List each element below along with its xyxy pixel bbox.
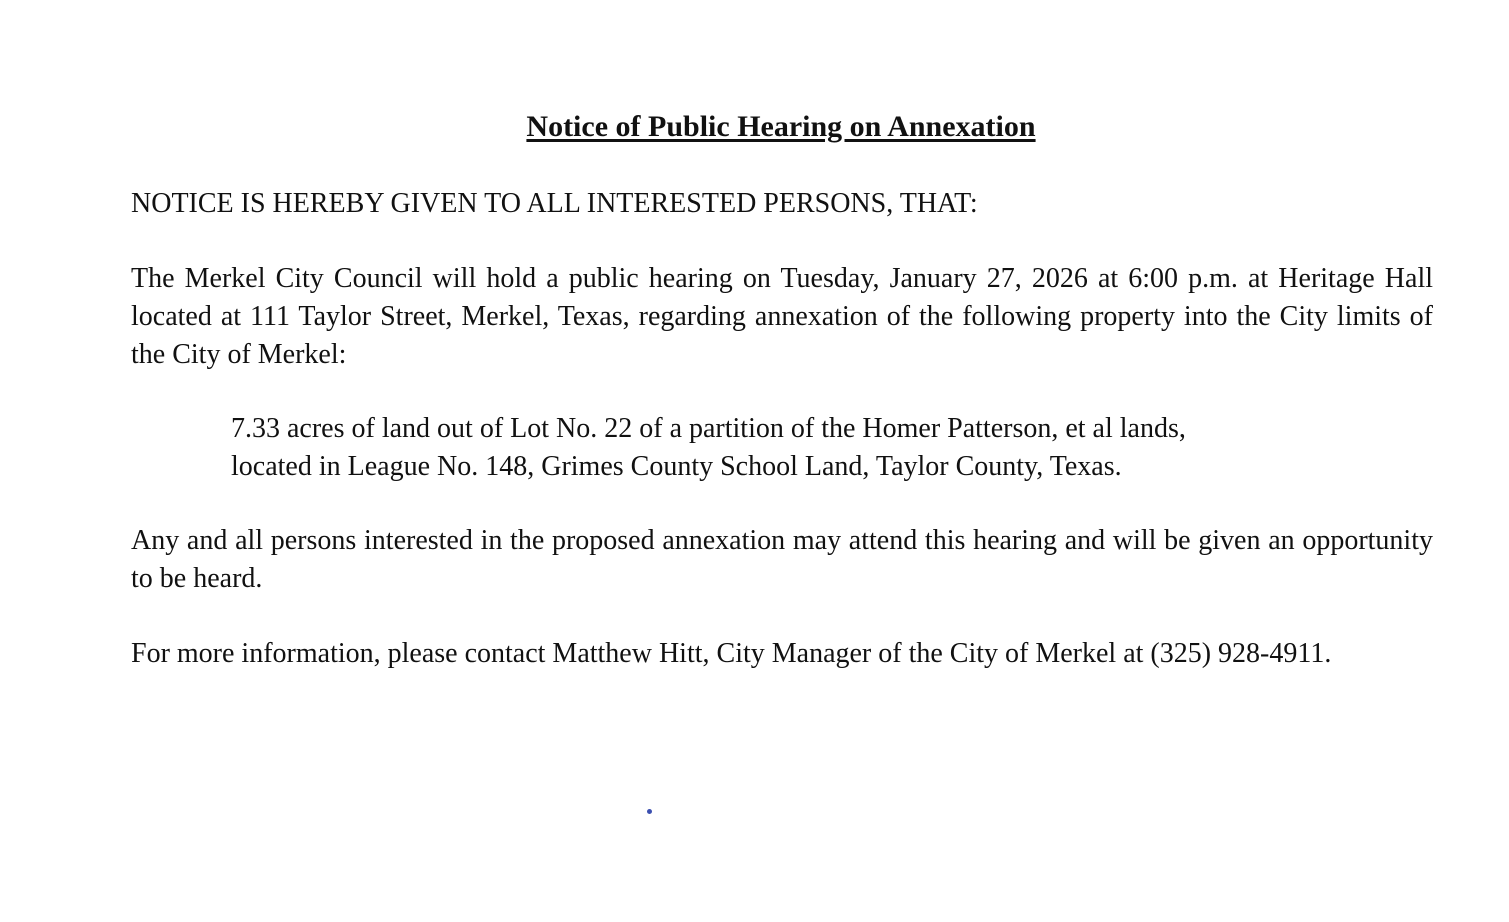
notice-title: Notice of Public Hearing on Annexation (526, 110, 1036, 143)
stray-dot-mark (647, 809, 652, 814)
property-description (231, 410, 1381, 486)
attendance-paragraph: Any and all persons interested in the proposed annexation may attend this hearing and will be given an opportunity to be heard. (131, 525, 1433, 594)
property-description-line-1: 7.33 acres of land out of Lot No. 22 of a partition of the Homer Patterson, et al lands, (231, 413, 1186, 444)
contact-paragraph: For more information, please contact Matthew Hitt, City Manager of the City of Merkel at (325) 928-4911. (131, 638, 1332, 669)
notice-intro: NOTICE IS HEREBY GIVEN TO ALL INTERESTED PERSONS, THAT: (131, 188, 978, 219)
hearing-details-paragraph: The Merkel City Council will hold a public hearing on Tuesday, January 27, 2026 at 6:00 p.m. at Heritage Hall located at 111 Taylor Street, Merkel, Texas, regarding annexation of the following property into the City limits of the City of Merkel: (131, 263, 1433, 370)
property-description-line-2: located in League No. 148, Grimes County School Land, Taylor County, Texas. (231, 451, 1122, 482)
